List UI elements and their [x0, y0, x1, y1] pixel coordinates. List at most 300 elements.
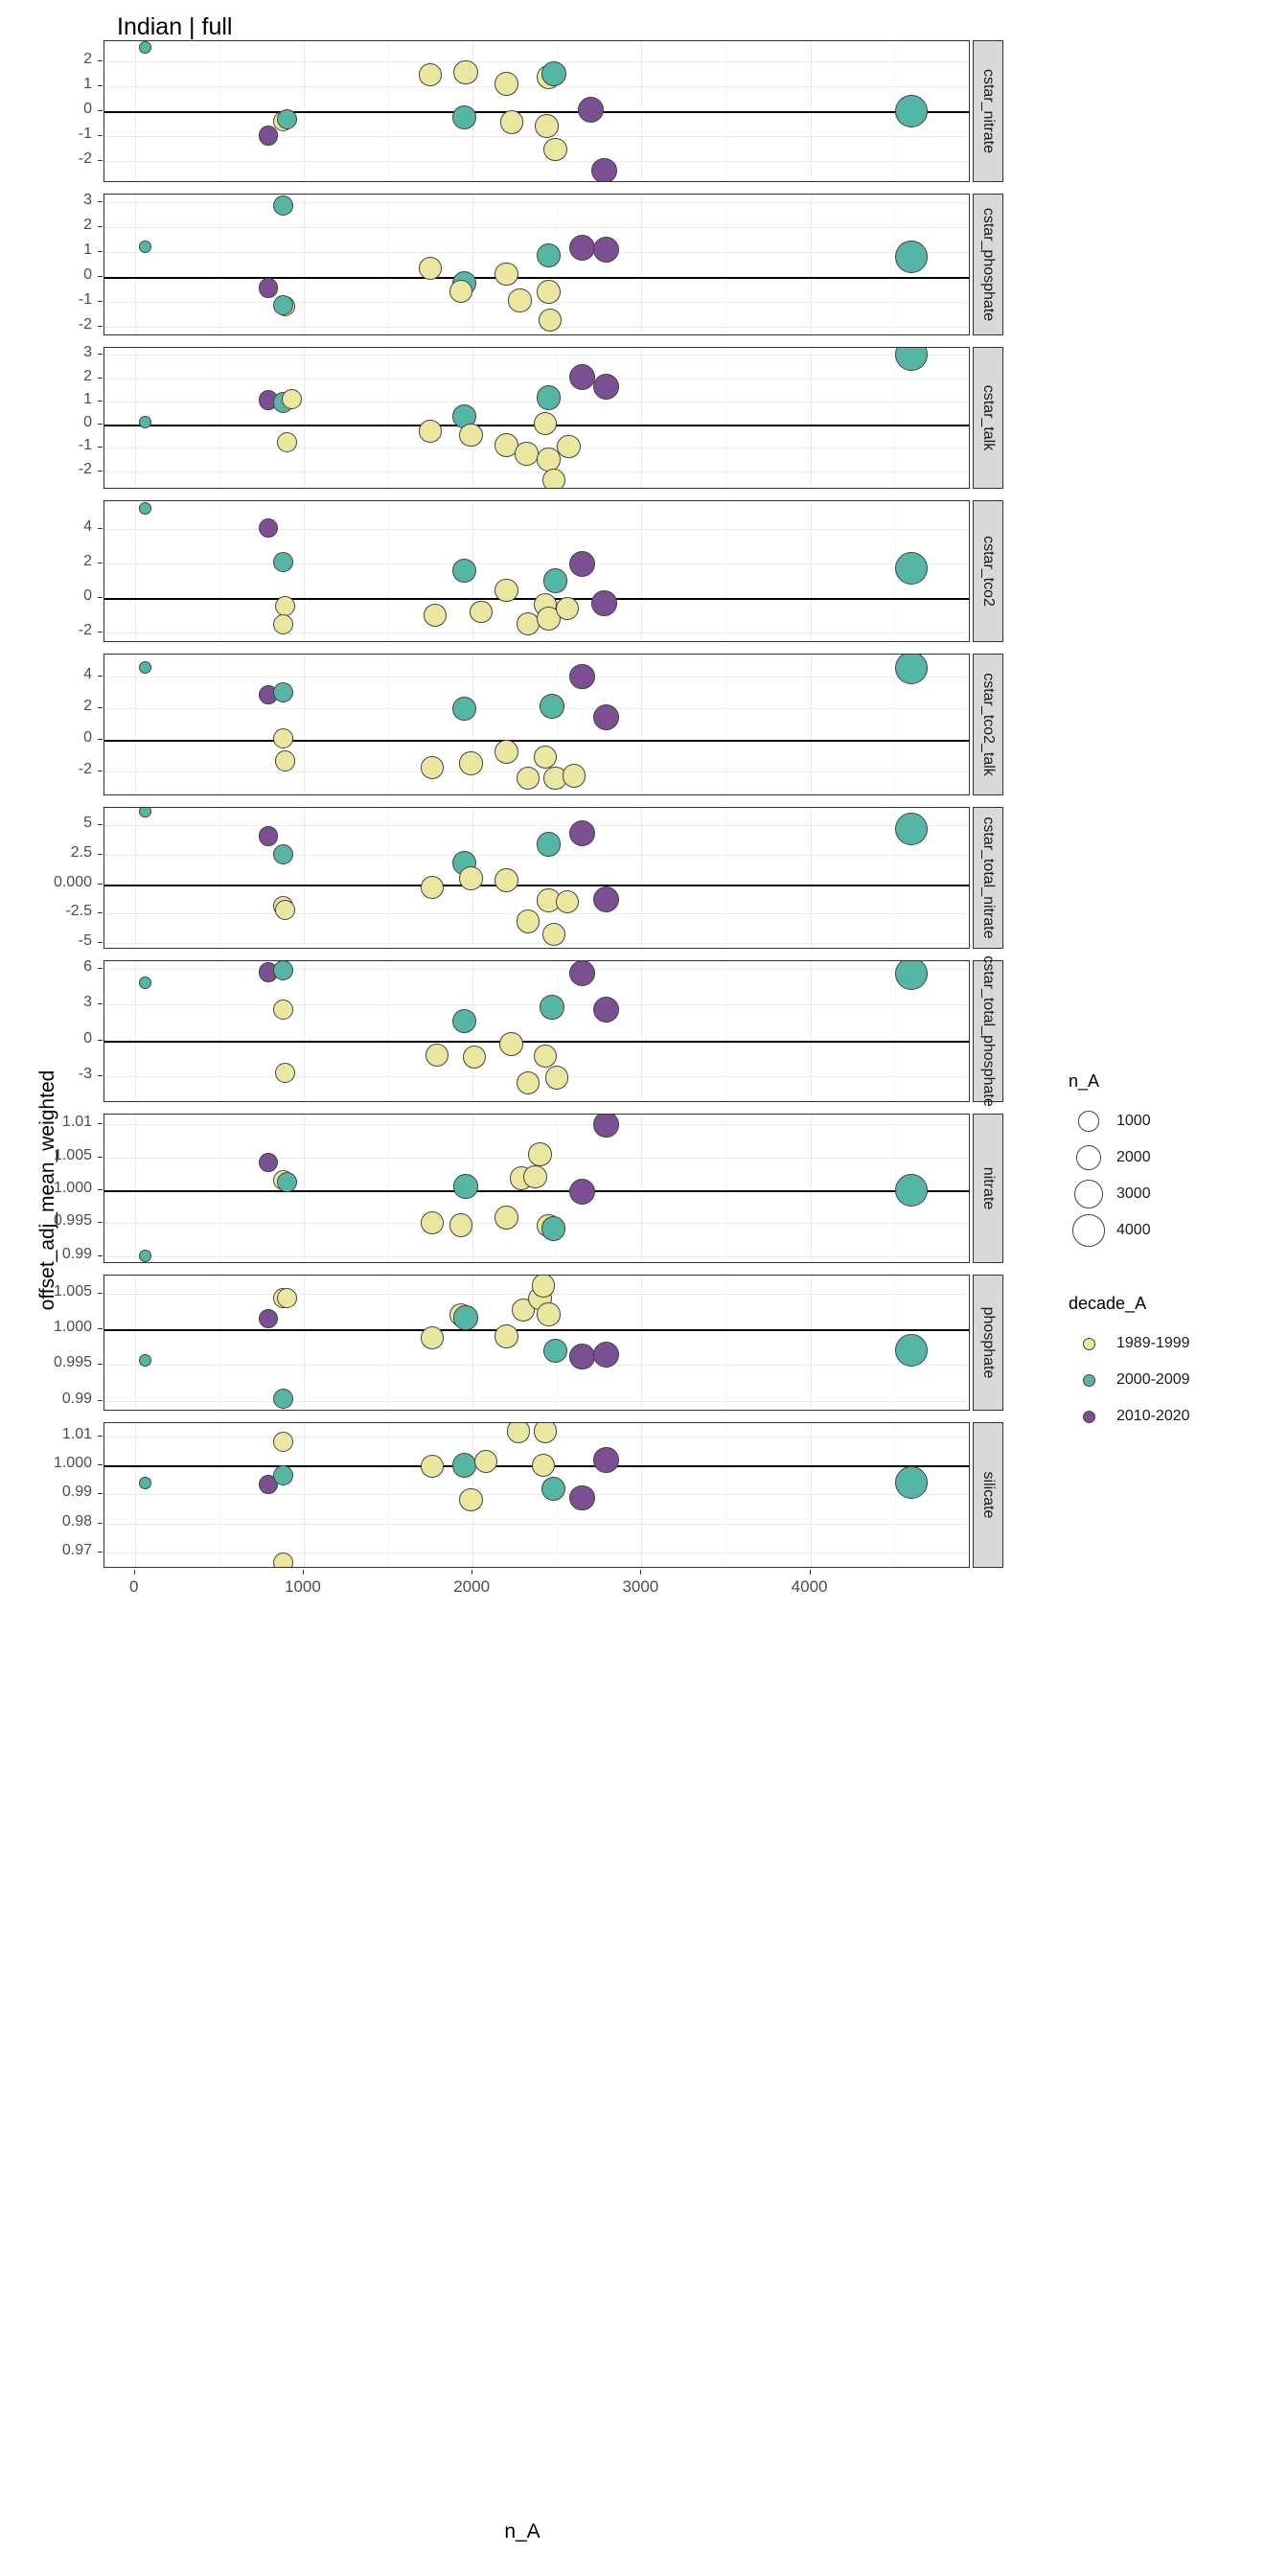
y-axis-tick-label: 1.005 — [53, 1146, 92, 1163]
data-point — [277, 109, 297, 129]
legend-size-label: 2000 — [1116, 1149, 1151, 1165]
gridline-vertical-minor — [388, 808, 389, 948]
gridline-vertical-minor — [895, 348, 896, 488]
y-axis-tick-label: 3 — [83, 191, 92, 208]
data-point — [259, 518, 278, 538]
data-point — [453, 60, 477, 84]
gridline-vertical — [135, 195, 136, 334]
data-point — [452, 1453, 476, 1477]
data-point — [569, 820, 595, 846]
y-axis-tick-mark — [98, 770, 103, 771]
y-axis-tick-label: 5 — [83, 815, 92, 832]
data-point — [139, 807, 151, 817]
gridline-vertical — [641, 501, 642, 641]
gridline-vertical — [811, 1115, 812, 1262]
y-axis-tick-label: -2 — [78, 460, 92, 477]
data-point — [419, 420, 442, 443]
gridline-horizontal — [104, 1256, 969, 1257]
legend-color-key — [1069, 1398, 1109, 1435]
data-point — [523, 1165, 546, 1188]
data-point — [556, 597, 579, 620]
data-point — [273, 682, 293, 702]
y-axis-tick-mark — [98, 424, 103, 425]
legend-color-item — [1069, 1325, 1190, 1362]
plot-area — [104, 40, 970, 182]
data-point — [534, 1422, 558, 1443]
gridline-vertical-minor — [895, 195, 896, 334]
gridline-vertical — [641, 1276, 642, 1410]
gridline-horizontal — [104, 529, 969, 530]
legend-size-label: 1000 — [1116, 1113, 1151, 1129]
data-point — [542, 923, 565, 946]
data-point — [537, 1302, 560, 1325]
y-axis-tick-mark — [98, 301, 103, 302]
legend-size-title: n_A — [1069, 1071, 1100, 1091]
y-axis-tick-mark — [98, 563, 103, 564]
data-point — [275, 900, 295, 920]
facet-panel — [104, 654, 1004, 795]
y-axis-tick-mark — [98, 854, 103, 855]
gridline-vertical-minor — [895, 961, 896, 1101]
gridline-horizontal — [104, 202, 969, 203]
y-axis-tick-label: 2 — [83, 367, 92, 384]
gridline-vertical — [811, 808, 812, 948]
y-axis-tick-label: 1 — [83, 75, 92, 92]
facet-panel — [104, 500, 1004, 642]
data-point — [593, 237, 619, 263]
facet-strip — [973, 194, 1003, 335]
legend-color-label: 2010-2020 — [1116, 1408, 1190, 1424]
gridline-vertical — [135, 655, 136, 794]
data-point — [593, 886, 619, 912]
gridline-horizontal — [104, 677, 969, 678]
y-axis-tick-label: 0 — [83, 414, 92, 431]
data-point — [578, 97, 604, 123]
data-point — [273, 1389, 293, 1409]
x-axis-tick-mark — [134, 1570, 135, 1575]
y-axis-label: offset_adj_mean_weighted — [36, 1070, 58, 1311]
gridline-vertical — [641, 808, 642, 948]
gridline-horizontal — [104, 1494, 969, 1495]
data-point — [273, 552, 293, 572]
data-point — [508, 288, 531, 311]
y-axis-tick-label: 0 — [83, 265, 92, 283]
data-point — [543, 1339, 567, 1363]
y-axis-tick-label: 2.5 — [70, 843, 92, 861]
y-axis-tick-mark — [98, 1523, 103, 1524]
data-point — [139, 241, 151, 253]
reference-line — [104, 1041, 969, 1043]
legend-size-item — [1069, 1103, 1151, 1139]
facet-strip — [973, 500, 1003, 642]
gridline-horizontal — [104, 136, 969, 137]
legend-circle-icon — [1083, 1374, 1095, 1387]
gridline-vertical — [135, 1115, 136, 1262]
data-point — [259, 1153, 278, 1172]
plot-area — [104, 1422, 970, 1568]
facet-strip — [973, 40, 1003, 182]
data-point — [545, 1066, 568, 1089]
y-axis-tick-mark — [98, 1464, 103, 1465]
data-point — [517, 909, 540, 932]
y-axis-tick-mark — [98, 401, 103, 402]
data-point — [459, 1488, 482, 1511]
data-point — [895, 960, 928, 990]
data-point — [494, 740, 518, 764]
gridline-vertical — [304, 501, 305, 641]
gridline-horizontal — [104, 302, 969, 303]
data-point — [500, 110, 523, 133]
x-axis-tick-mark — [640, 1570, 641, 1575]
y-axis-tick-mark — [98, 1400, 103, 1401]
y-axis-tick-mark — [98, 471, 103, 472]
data-point — [459, 751, 482, 774]
legend-size-key — [1069, 1176, 1109, 1212]
data-point — [275, 596, 295, 616]
data-point — [494, 263, 518, 287]
data-point — [424, 604, 447, 627]
gridline-horizontal — [104, 943, 969, 944]
gridline-vertical-minor — [219, 195, 220, 334]
legend-circle-icon — [1078, 1111, 1099, 1132]
gridline-vertical — [304, 1276, 305, 1410]
legend-circle-icon — [1074, 1180, 1103, 1208]
data-point — [895, 1174, 928, 1207]
data-point — [895, 347, 928, 371]
data-point — [273, 1465, 293, 1485]
gridline-horizontal — [104, 632, 969, 633]
x-axis-tick-label: 1000 — [285, 1577, 321, 1596]
data-point — [569, 1179, 595, 1205]
data-point — [139, 1250, 151, 1262]
legend-circle-icon — [1076, 1145, 1102, 1171]
gridline-vertical — [811, 501, 812, 641]
y-axis-tick-mark — [98, 378, 103, 379]
y-axis-tick-mark — [98, 326, 103, 327]
y-axis-tick-label: 2 — [83, 216, 92, 233]
data-point — [537, 385, 562, 410]
gridline-horizontal — [104, 855, 969, 856]
data-point — [275, 1063, 295, 1083]
y-axis-tick-label: -2 — [78, 622, 92, 639]
legend-size-key — [1069, 1212, 1109, 1249]
gridline-vertical — [304, 348, 305, 488]
y-axis-tick-label: 2 — [83, 697, 92, 714]
gridline-horizontal — [104, 327, 969, 328]
data-point — [453, 1305, 477, 1329]
y-axis-tick-mark — [98, 1075, 103, 1076]
y-axis-tick-label: 0 — [83, 728, 92, 746]
y-axis-tick-label: 3 — [83, 344, 92, 361]
facet-strip-label: cstar_talk — [980, 384, 997, 451]
legend-color-key — [1069, 1325, 1109, 1362]
y-axis-tick-label: 1 — [83, 241, 92, 258]
y-axis-tick-mark — [98, 824, 103, 825]
y-axis-tick-label: 1 — [83, 390, 92, 407]
legend-size-item — [1069, 1176, 1151, 1212]
data-point — [537, 448, 560, 471]
data-point — [895, 654, 928, 684]
data-point — [557, 435, 580, 458]
facet-panel — [104, 1114, 1004, 1263]
data-point — [419, 63, 442, 86]
facet-strip-label: cstar_phosphate — [980, 207, 997, 322]
facet-panel — [104, 807, 1004, 949]
data-point — [569, 364, 595, 390]
facet-strip — [973, 1422, 1003, 1568]
gridline-vertical — [135, 501, 136, 641]
gridline-vertical — [472, 1276, 473, 1410]
data-point — [452, 105, 476, 129]
y-axis-tick-mark — [98, 1040, 103, 1041]
y-axis-tick-mark — [98, 912, 103, 913]
gridline-vertical-minor — [219, 1115, 220, 1262]
legend-color-label: 2000-2009 — [1116, 1371, 1190, 1388]
legend-circle-icon — [1083, 1411, 1095, 1423]
legend-size — [1069, 1071, 1151, 1249]
data-point — [895, 552, 928, 585]
gridline-vertical-minor — [725, 655, 726, 794]
data-point — [895, 813, 928, 845]
data-point — [449, 280, 472, 303]
data-point — [273, 614, 293, 634]
y-axis-tick-mark — [98, 1364, 103, 1365]
facet-panel — [104, 955, 1004, 1107]
facet-strip — [973, 1275, 1003, 1411]
legend-color-item — [1069, 1398, 1190, 1435]
y-axis-tick-mark — [98, 676, 103, 677]
data-point — [273, 1000, 293, 1020]
data-point — [139, 1477, 151, 1489]
gridline-vertical-minor — [219, 961, 220, 1101]
gridline-horizontal — [104, 825, 969, 826]
gridline-vertical-minor — [388, 1115, 389, 1262]
y-axis-tick-mark — [98, 1189, 103, 1190]
data-point — [494, 868, 518, 892]
reference-line — [104, 740, 969, 742]
data-point — [139, 416, 151, 428]
gridline-vertical — [641, 655, 642, 794]
gridline-vertical — [135, 1276, 136, 1410]
gridline-vertical — [135, 808, 136, 948]
y-axis-tick-label: 3 — [83, 994, 92, 1011]
plot-area — [104, 347, 970, 489]
gridline-vertical-minor — [219, 655, 220, 794]
y-axis-tick-label: 4 — [83, 666, 92, 683]
data-point — [528, 1142, 552, 1166]
facet-panel — [104, 40, 1004, 182]
y-axis-tick-label: -2 — [78, 315, 92, 333]
gridline-horizontal — [104, 86, 969, 87]
y-axis-tick-mark — [98, 201, 103, 202]
data-point — [593, 704, 619, 730]
x-axis-label: n_A — [504, 2520, 540, 2542]
data-point — [543, 138, 566, 161]
data-point — [421, 1211, 444, 1234]
data-point — [273, 960, 293, 980]
y-axis-tick-label: 1.000 — [53, 1319, 92, 1336]
facet-strip — [973, 1114, 1003, 1263]
gridline-horizontal — [104, 1552, 969, 1553]
legend-size-key — [1069, 1103, 1109, 1139]
gridline-vertical-minor — [219, 1276, 220, 1410]
plot-area — [104, 960, 970, 1102]
facet-panel — [104, 347, 1004, 489]
plot-area — [104, 654, 970, 795]
gridline-horizontal — [104, 708, 969, 709]
facet-panel — [104, 194, 1004, 335]
legend-size-label: 4000 — [1116, 1222, 1151, 1238]
data-point — [453, 1174, 477, 1198]
y-axis-tick-mark — [98, 110, 103, 111]
y-axis-tick-label: 0 — [83, 100, 92, 117]
gridline-vertical-minor — [725, 1115, 726, 1262]
legend-size-item — [1069, 1212, 1151, 1249]
data-point — [593, 1447, 619, 1473]
data-point — [421, 1455, 444, 1478]
data-point — [537, 280, 561, 304]
page-title: Indian | full — [117, 13, 233, 40]
data-point — [591, 590, 617, 616]
y-axis-tick-label: 2 — [83, 50, 92, 67]
gridline-vertical — [472, 961, 473, 1101]
data-point — [273, 1432, 293, 1452]
data-point — [517, 767, 540, 790]
y-axis-tick-mark — [98, 1222, 103, 1223]
gridline-vertical — [304, 808, 305, 948]
gridline-vertical — [135, 961, 136, 1101]
legend-size-item — [1069, 1139, 1151, 1176]
facet-strip-label: cstar_tco2 — [980, 536, 997, 607]
y-axis-tick-mark — [98, 60, 103, 61]
y-axis-tick-label: 1.01 — [61, 1114, 92, 1131]
gridline-vertical-minor — [388, 348, 389, 488]
y-axis-tick-label: 0.99 — [61, 1245, 92, 1262]
gridline-vertical — [811, 961, 812, 1101]
data-point — [273, 844, 293, 864]
x-axis-tick-label: 4000 — [791, 1577, 828, 1596]
data-point — [259, 826, 278, 845]
y-axis-tick-label: 0 — [83, 1029, 92, 1046]
plot-area — [104, 500, 970, 642]
legend-color-item — [1069, 1362, 1190, 1398]
y-axis-tick-label: 0.98 — [61, 1512, 92, 1530]
data-point — [569, 1344, 595, 1369]
data-point — [494, 72, 518, 96]
y-axis-tick-label: -1 — [78, 290, 92, 308]
y-axis-tick-mark — [98, 85, 103, 86]
gridline-horizontal — [104, 227, 969, 228]
gridline-vertical — [304, 195, 305, 334]
facet-strip — [973, 955, 1003, 1107]
gridline-horizontal — [104, 1124, 969, 1125]
data-point — [139, 977, 151, 989]
gridline-vertical — [472, 195, 473, 334]
data-point — [273, 1552, 293, 1568]
data-point — [421, 756, 444, 779]
y-axis-tick-mark — [98, 447, 103, 448]
facet-strip-label: silicate — [980, 1471, 997, 1519]
y-axis-tick-label: -2.5 — [65, 903, 92, 920]
y-axis-tick-mark — [98, 968, 103, 969]
gridline-horizontal — [104, 969, 969, 970]
data-point — [282, 389, 302, 409]
data-point — [494, 579, 518, 603]
y-axis-tick-mark — [98, 528, 103, 529]
gridline-vertical-minor — [895, 655, 896, 794]
gridline-horizontal — [104, 1365, 969, 1366]
data-point — [275, 750, 295, 770]
x-axis-tick-label: 2000 — [453, 1577, 491, 1596]
legend-size-label: 3000 — [1116, 1185, 1151, 1202]
y-axis-tick-label: -2 — [78, 150, 92, 167]
y-axis-tick-mark — [98, 1157, 103, 1158]
data-point — [273, 728, 293, 748]
y-axis-tick-mark — [98, 226, 103, 227]
y-axis-tick-mark — [98, 739, 103, 740]
y-axis-tick-label: -3 — [78, 1066, 92, 1083]
data-point — [569, 1485, 595, 1511]
data-point — [259, 278, 278, 297]
y-axis-tick-mark — [98, 1328, 103, 1329]
facet-strip-label: cstar_tco2_talk — [980, 673, 997, 776]
legend-circle-icon — [1083, 1338, 1095, 1350]
y-axis-tick-mark — [98, 942, 103, 943]
gridline-horizontal — [104, 355, 969, 356]
gridline-vertical-minor — [388, 961, 389, 1101]
y-axis-tick-label: 6 — [83, 957, 92, 975]
plot-area — [104, 194, 970, 335]
data-point — [139, 1354, 151, 1367]
data-point — [895, 1334, 928, 1367]
plot-area — [104, 1275, 970, 1411]
data-point — [474, 1450, 497, 1473]
data-point — [541, 1477, 565, 1501]
data-point — [277, 1172, 297, 1192]
data-point — [426, 1044, 448, 1067]
gridline-vertical — [641, 195, 642, 334]
gridline-vertical-minor — [219, 348, 220, 488]
facet-panel — [104, 1275, 1004, 1411]
facet-strip-label: cstar_total_nitrate — [980, 816, 997, 939]
data-point — [463, 1046, 486, 1069]
facet-strip-label: cstar_nitrate — [980, 68, 997, 154]
data-point — [494, 1324, 518, 1348]
data-point — [569, 235, 595, 261]
y-axis-tick-label: 0.97 — [61, 1542, 92, 1559]
data-point — [534, 412, 557, 435]
y-axis-tick-label: 0.000 — [53, 873, 92, 890]
y-axis-tick-mark — [98, 276, 103, 277]
facet-strip-label: cstar_total_phosphate — [980, 955, 997, 1107]
gridline-horizontal — [104, 1004, 969, 1005]
data-point — [139, 661, 151, 674]
gridline-vertical — [811, 195, 812, 334]
data-point — [507, 1422, 530, 1443]
gridline-vertical — [135, 348, 136, 488]
data-point — [532, 1275, 555, 1298]
data-point — [534, 1045, 557, 1068]
gridline-horizontal — [104, 1524, 969, 1525]
y-axis-tick-label: -1 — [78, 125, 92, 142]
gridline-vertical — [811, 348, 812, 488]
y-axis-tick-mark — [98, 251, 103, 252]
facet-strip — [973, 807, 1003, 949]
data-point — [540, 995, 564, 1020]
gridline-vertical-minor — [725, 195, 726, 334]
data-point — [540, 694, 564, 719]
legend-color-key — [1069, 1362, 1109, 1398]
